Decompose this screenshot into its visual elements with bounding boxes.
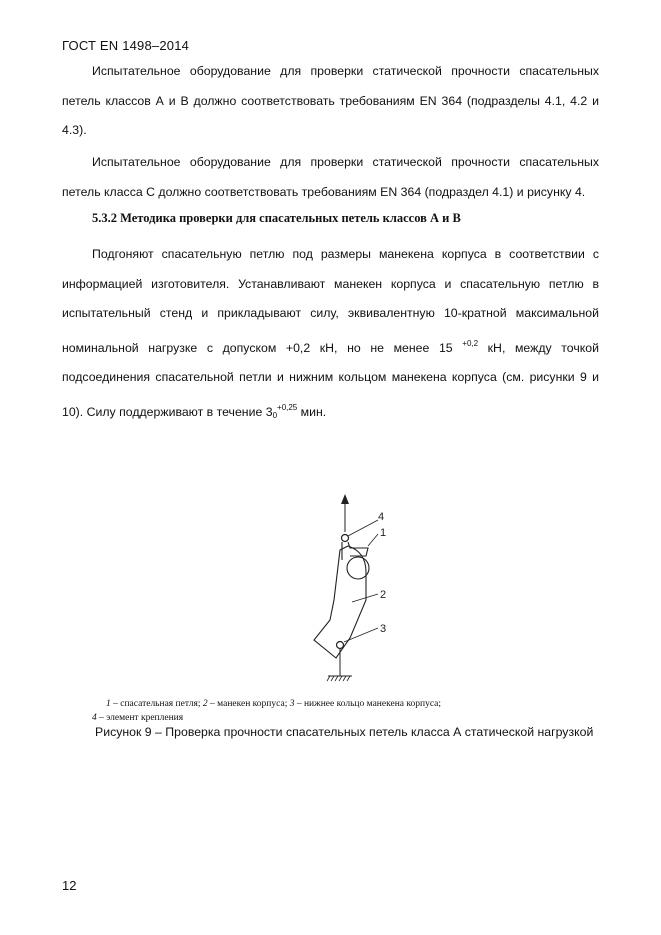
paragraph-equipment-ab <box>62 57 599 146</box>
figure-label-1: 1 <box>380 527 387 539</box>
leader-line-3 <box>344 628 378 642</box>
paragraph-text <box>62 240 599 430</box>
legend-number: 1 <box>106 699 111 709</box>
lower-ring <box>337 642 344 649</box>
legend-line <box>92 711 612 725</box>
procedure-text-part: мин. <box>297 404 327 419</box>
anchor-ring <box>342 535 349 542</box>
section-heading: 5.3.2 Методика проверки для спасательных петель классов А и В <box>92 211 461 225</box>
paragraph-text: Испытательное оборудование для проверки статической прочности спасательных петель класса С должно соответствовать требованиям EN 364 (подраздел 4.1) и рисунку 4. <box>62 155 599 199</box>
ground-hatching <box>327 676 350 681</box>
time-superscript: +0,25 <box>277 402 298 412</box>
time-subscript: 0 <box>272 410 278 420</box>
figure-label-2: 2 <box>380 589 387 601</box>
legend-text: – манекен корпуса; <box>207 699 290 709</box>
figure-9-drawing <box>300 490 410 690</box>
force-arrow-head <box>341 494 349 504</box>
page-number: 12 <box>62 878 77 893</box>
legend-number: 2 <box>202 699 208 709</box>
legend-number: 3 <box>289 699 295 709</box>
figure-label-4: 4 <box>378 511 385 523</box>
legend-number: 4 <box>92 713 97 723</box>
figure-label-3: 3 <box>380 623 387 635</box>
paragraph-text: Испытательное оборудование для проверки статической прочности спасательных петель классов А и В должно соответствовать требованиям EN 364 (подразделы 4.1, 4.2 и 4.3). <box>62 64 599 137</box>
legend-text: – нижнее кольцо манекена корпуса; <box>294 699 442 709</box>
figure-legend <box>92 697 612 725</box>
paragraph-equipment-c <box>62 148 599 207</box>
standard-header: ГОСТ EN 1498–2014 <box>62 38 190 53</box>
procedure-text-part: кН, между точкой подсоединения спасательной петли и нижним кольцом манекена корпуса (см. рисунки 9 и 10). Силу поддерживают в течение 3 <box>62 340 599 419</box>
paragraph-procedure <box>62 240 599 430</box>
leader-line-1 <box>368 534 378 546</box>
leader-line-4 <box>348 520 378 536</box>
procedure-text-part: Подгоняют спасательную петлю под размеры манекена корпуса в соответствии с информацией изготовителя. Устанавливают манекен корпуса и спасательную петлю в испытательный стенд и прикладывают силу, эквивалентную 10-кратной максимальной номинальной нагрузке с допуском +0,2 кН, но не менее 15 <box>62 247 599 355</box>
legend-line <box>92 697 612 711</box>
legend-text: – спасательная петля; <box>110 699 203 709</box>
tolerance-superscript: +0,2 <box>462 338 479 348</box>
leader-line-2 <box>352 594 378 602</box>
figure-caption: Рисунок 9 – Проверка прочности спасательных петель класса А статической нагрузкой <box>95 725 594 739</box>
legend-text: – элемент крепления <box>96 713 184 723</box>
